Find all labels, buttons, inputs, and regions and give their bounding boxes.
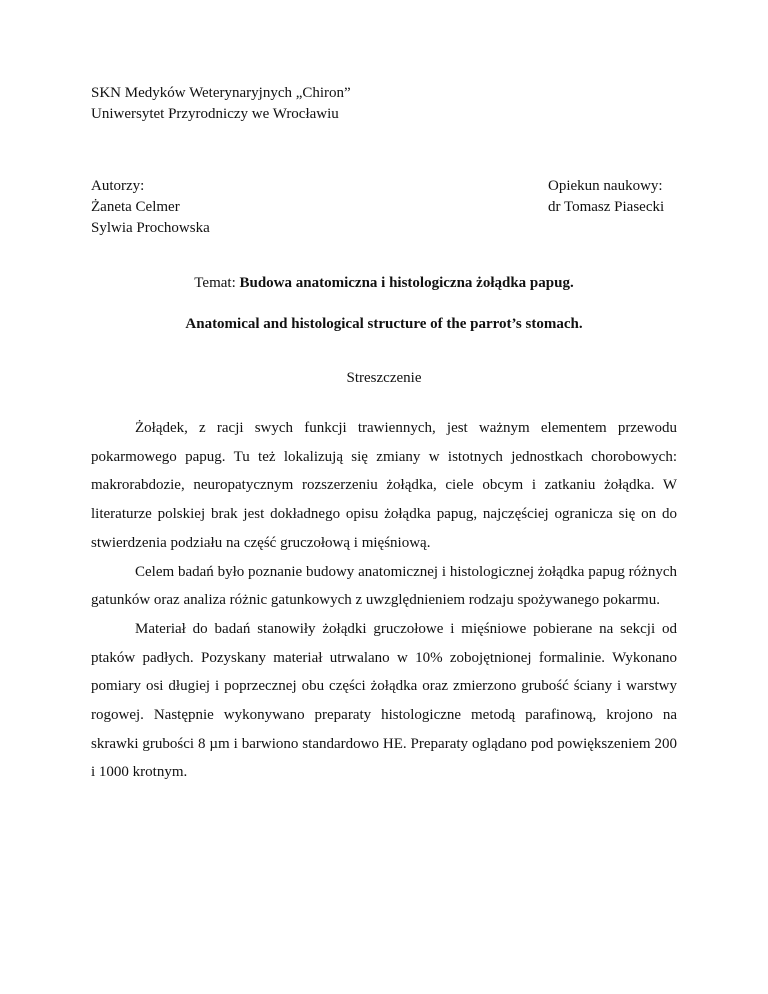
abstract-paragraph: Żołądek, z racji swych funkcji trawiennych, jest ważnym elementem przewodu pokarmowego papug. Tu też lokalizują się zmiany w istotnych jednostkach chorobowych: makrorabdozie, neuropatycznym rozszerzeniu żołądka, ciele obcym i zatkaniu żołądka. W literaturze polskiej brak jest dokładnego opisu żołądka papug, najczęściej ogranicza się on do stwierdzenia podziału na część gruczołową i mięśniową.: [91, 420, 677, 551]
organization-name: SKN Medyków Weterynaryjnych „Chiron”: [91, 85, 351, 101]
author-name: Żaneta Celmer: [91, 199, 180, 215]
author-name: Sylwia Prochowska: [91, 220, 210, 236]
abstract-paragraph: Celem badań było poznanie budowy anatomicznej i histologicznej żołądka papug różnych gatunków oraz analiza różnic gatunkowych z uwzględnieniem rodzaju spożywanego pokarmu.: [91, 563, 677, 609]
topic-title-en: Anatomical and histological structure of the parrot’s stomach.: [185, 316, 583, 332]
supervisor-label: Opiekun naukowy:: [548, 178, 663, 194]
topic-line: [0, 275, 768, 292]
topic-title-pl: Budowa anatomiczna i histologiczna żołądka papug.: [239, 275, 574, 291]
header-block: [91, 83, 351, 125]
supervisor-block: [548, 176, 664, 218]
abstract-heading: Streszczenie: [346, 370, 422, 386]
topic-label: Temat:: [194, 275, 236, 291]
university-name: Uniwersytet Przyrodniczy we Wrocławiu: [91, 106, 339, 122]
supervisor-name: dr Tomasz Piasecki: [548, 199, 665, 215]
authors-label: Autorzy:: [91, 178, 145, 194]
authors-block: [91, 176, 210, 239]
abstract-paragraph: Materiał do badań stanowiły żołądki gruczołowe i mięśniowe pobierane na sekcji od ptaków padłych. Pozyskany materiał utrwalano w 10% zobojętnionej formalinie. Wykonano pomiary osi długiej i poprzecznej obu części żołądka oraz zmierzono grubość ściany i warstwy rogowej. Następnie wykonywano preparaty histologiczne metodą parafinową, krojono na skrawki grubości 8 µm i barwiono standardowo HE. Preparaty oglądano pod powiększeniem 200 i 1000 krotnym.: [91, 620, 677, 781]
abstract-body: [91, 414, 677, 787]
